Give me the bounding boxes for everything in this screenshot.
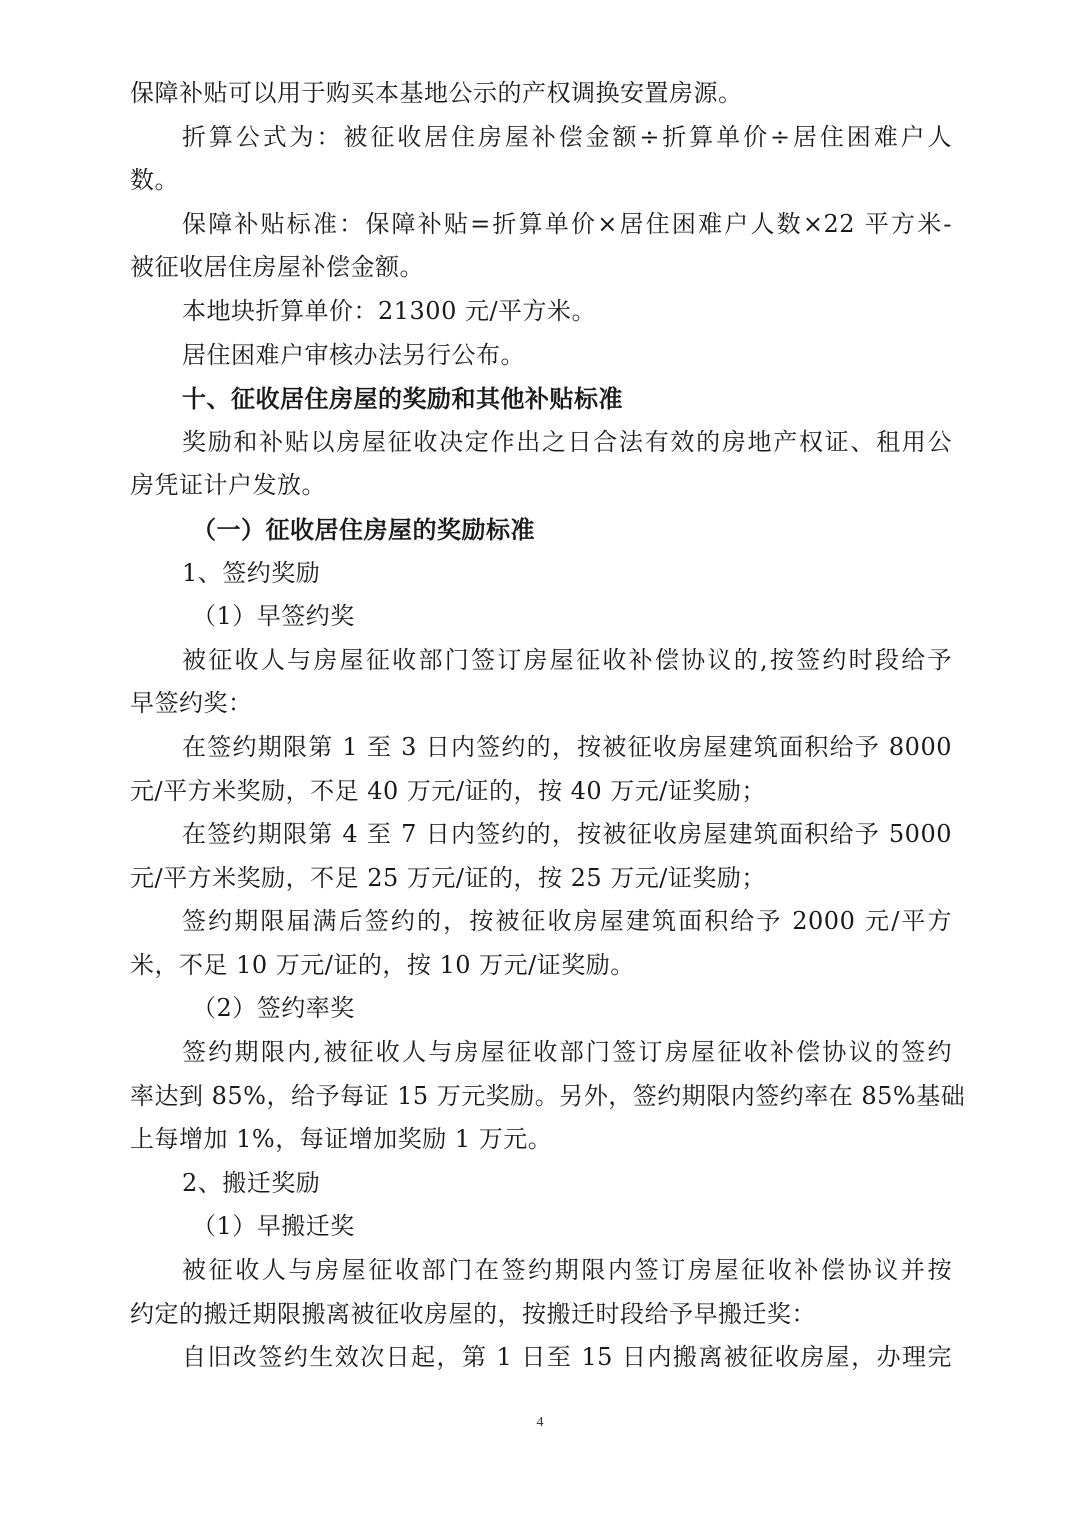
paragraph-line: 折算公式为：被征收居住房屋补偿金额÷折算单价÷居住困难户人 [182,122,952,151]
paragraph-line: 被征收人与房屋征收部门在签约期限内签订房屋征收补偿协议并按 [182,1256,952,1285]
subitem-heading: （1）早签约奖 [192,602,355,631]
item-heading: 1、签约奖励 [182,558,321,587]
paragraph-line: 元/平方米奖励，不足 40 万元/证的，按 40 万元/证奖励； [130,776,766,805]
paragraph-line: 上每增加 1%，每证增加奖励 1 万元。 [130,1125,553,1154]
page-number: 4 [536,1415,544,1430]
paragraph-line: 保障补贴可以用于购买本基地公示的产权调换安置房源。 [130,79,743,107]
paragraph-line: 在签约期限第 1 至 3 日内签约的，按被征收房屋建筑面积给予 8000 [182,732,952,761]
item-heading: 2、搬迁奖励 [182,1168,321,1197]
paragraph-line: 自旧改签约生效次日起，第 1 日至 15 日内搬离被征收房屋，办理完 [182,1343,952,1372]
paragraph-line: 被征收居住房屋补偿金额。 [130,253,424,282]
paragraph-line: 数。 [130,166,179,195]
paragraph-line: 米，不足 10 万元/证的，按 10 万元/证奖励。 [130,950,635,979]
paragraph-line: 居住困难户审核办法另行公布。 [182,340,525,369]
paragraph-line: 房凭证计户发放。 [130,471,326,500]
paragraph-line: 在签约期限第 4 至 7 日内签约的，按被征收房屋建筑面积给予 5000 [182,820,952,849]
paragraph-line: 约定的搬迁期限搬离被征收房屋的，按搬迁时段给予早搬迁奖： [130,1299,816,1328]
paragraph-line: 本地块折算单价：21300 元/平方米。 [182,296,597,325]
subitem-heading: （1）早搬迁奖 [192,1212,355,1241]
section-heading: 十、征收居住房屋的奖励和其他补贴标准 [182,384,623,414]
paragraph-line: 签约期限届满后签约的，按被征收房屋建筑面积给予 2000 元/平方 [182,907,952,936]
paragraph-line: 早签约奖： [130,689,253,718]
paragraph-line: 保障补贴标准：保障补贴=折算单价×居住困难户人数×22 平方米- [182,209,952,238]
paragraph-line: 元/平方米奖励，不足 25 万元/证的，按 25 万元/证奖励； [130,863,766,892]
paragraph-line: 被征收人与房屋征收部门签订房屋征收补偿协议的,按签约时段给予 [182,645,952,674]
paragraph-line: 率达到 85%，给予每证 15 万元奖励。另外，签约期限内签约率在 85%基础 [130,1081,966,1110]
subsection-heading: （一）征收居住房屋的奖励标准 [192,514,535,544]
paragraph-line: 奖励和补贴以房屋征收决定作出之日合法有效的房地产权证、租用公 [182,427,952,456]
paragraph-line: 签约期限内,被征收人与房屋征收部门签订房屋征收补偿协议的签约 [182,1038,952,1067]
document-body [130,72,966,1380]
subitem-heading: （2）签约率奖 [192,994,355,1023]
